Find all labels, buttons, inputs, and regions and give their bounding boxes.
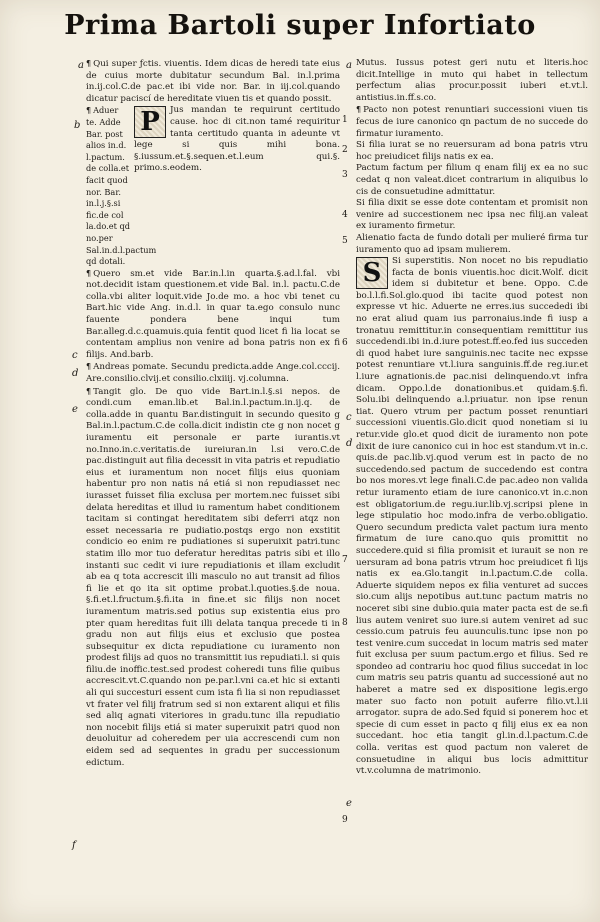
paragraph <box>86 361 340 385</box>
summary-number: 2 <box>342 145 348 155</box>
paragraph-text: Mutus. Iussus potest geri nutu et literis.hoc dicit.Intellige in muto qui habet in tellectum perfectum alias procur.possit iuberi et.vt.l. antistius.in.ff.s.co. <box>356 58 588 103</box>
summary-number: 4 <box>342 210 348 220</box>
paragraph-mark-icon: ¶ <box>86 59 92 68</box>
margin-letter: e <box>346 798 352 809</box>
paragraph-text: Quero sm.et vide Bar.in.l.in quarta.§.ad.l.fal. vbi not.decidit istam questionem.et vide Bal. in.l. pactu.C.de colla.vbi aliter loquit.vide Jo.de mo. a hoc vbi tenet cu Bart.hic vide Ang. in.d.l. in quar ta.ego consulo nunc fauente pondera bene inqui tum Bar.alleg.d.c.quamuis.quia fentit quod licet fi lia locat se contentam amplius non venire ad bona patris non ex fi filijs. And.barb. <box>86 268 340 360</box>
margin-letter: a <box>346 60 352 71</box>
margin-letter: d <box>346 438 353 449</box>
decorated-initial <box>134 106 166 138</box>
paragraph-text: Qui super ƒctis. viuentis. Idem dicas de heredi tate eius de cuius morte dubitatur secundum Bal. in.l.prima in.ij.col.C.de pac.et ibi vide nor. Bar. in iij.col.quando dicatur paciscí de hereditate viuen tis et quando possit. <box>86 59 340 104</box>
running-head-title: Prima Bartoli super Infortiato <box>64 10 536 41</box>
margin-letter: f <box>72 840 76 851</box>
margin-letter: e <box>72 404 78 415</box>
paragraph <box>86 268 340 362</box>
paragraph-text: Jus mandan te requirunt certitudo cause. hoc di cit.non tamé requiritur tanta certitudo quanta in adeunte vt lege si quis mihi bona. §.iussum.et.§.sequen.et.l.eum qui.§. primo.s.eodem. <box>134 105 340 174</box>
initial-letter-icon: P <box>140 107 160 138</box>
paragraph-text: Pacto non potest renuntiari successioni viuen tis fecus de iure canonico qn pactum de no succede do firmatur iuramento. <box>356 105 588 139</box>
paragraph-mark-icon: ¶ <box>86 362 92 372</box>
margin-letter: c <box>72 350 78 361</box>
paragraph-text: Si filia iurat se no reuersuram ad bona patris vtru hoc preiudicet filijs natis ex ea. <box>356 140 588 162</box>
summary-number: 8 <box>342 618 348 628</box>
decorated-initial <box>356 257 388 289</box>
paragraph-text: Si filia dixit se esse dote contentam et promisit non venire ad succestionem nec ipsa nec filij.an valeat ex iuramento firmetur. <box>356 198 588 232</box>
summary-paragraph <box>356 104 588 140</box>
initial-letter-icon: S <box>362 258 382 289</box>
summary-number: 5 <box>342 236 348 246</box>
paragraph <box>86 58 340 105</box>
paragraph-mark-icon: ¶ <box>86 106 92 116</box>
summary-paragraph <box>356 140 588 163</box>
margin-letter: a <box>78 60 84 71</box>
summary-paragraph <box>356 58 588 104</box>
paragraph-text: Alienatio facta de fundo dotali per mulieré firma tur iuramento quo ad ipsam mulierem. <box>356 232 588 255</box>
summary-number: 6 <box>342 338 348 348</box>
margin-letter: c <box>346 412 352 423</box>
margin-letter: d <box>72 368 79 379</box>
summary-number: 3 <box>342 170 348 180</box>
paragraph-text: Andreas pomate. Secundu predicta.adde Ange.col.cccij. Are.consilio.clvij.et consilio.clxiiij. vj.columna. <box>86 362 340 385</box>
side-gloss-text: Aduer te. Adde Bar. post alios in.d. l.pactum. de colla.et facit quod nor. Bar. in.l.j.§.si fic.de col la.do.et qd no.per Sal.in.d.l.pactum qd dotali. <box>86 105 157 267</box>
commentary-block <box>356 256 588 778</box>
right-column <box>356 58 588 908</box>
gloss-block <box>86 105 340 267</box>
paragraph-text: Si superstitis. Non nocet no bis repudiatio facta de bonis viuentis.hoc dicit.Wolf. dicit idem si dubitetur et bene. Oppo. C.de bo.l.l.fi.Sol.glo.quod ibi tacite quod potest non expresse vt hic. Aduerte ne erres.ius succededi ibi no erat aliud quam ius parronaius.inde fi iusp a tronatuu remittitur.in consequentiam remittitur ius succedendi.ibi in.d.iure potest.ff.eo.fed ius succeden di quod habet iure sanguinis.nec tacite nec expsse potest renuntiare vt.l.iura sanguinis.ff.de reg.iur.et l.iure agnationis.de pac.nisi delinquendo.vt infra dicam. Oppo.l.de donationibus.et quidam.§.fi. Solu.ibi delinquendo a.l.priuatur. non ipse renun tiat. Quero vtrum per pactum posset renuntiari successioni viuentis.Glo.dicit quod nonetiam si iu retur.vide glo.et quod dicit de iuramento non pote dixit de iure canonico cui in hoc est standum.vt in.c. quis.de pac.lib.vj.quod verum est in pacto de no succedendo.sed pactum de succedendo est contra bo nos mores.vt lege finali.C.de pac.adeo non valida retur iuramento etiam de iure canonico.vt in.c.non est obligatorium.de regu.iur.lib.vj.scripsi plene in lege stipulatio hoc modo.infra de verbo.obligatio. Quero secundum predicta valet pactum iura mento firmatum de iure cano.quo quis promittit no succedere.quid si filia promisit et iurauit se non re uersuram ad bona patris vtrum hoc preiudicet fi lijs natis ex ea.Glo.tangit in.l.pactum.C.de colla. Aduerte siquidem nepos ex filia venturet ad succes sio.cum alijs nepotibus aut.tunc pactum matris no noceret sibi sine dubio.quia mater pacta est de se.fi lius autem veniret suo iure.si autem veniret ad suc cessio.cum patruis feu auunculis.tunc ipse non po test venire.cum succedat in locum matris sed mater fuit exclusa per suum pactum.ergo et filius. Sed re spondeo ad contrariu hoc quod filius succedat in loc cum matris seu patris quantu ad successioné aut no haberet a matre sed ex dispositione legis.ergo mater suo facto non potuit auferre filio.vt.l.ii arrogator. supra de ado.Sed fquid si ponerem hoc et specie di cum esset in pacto q filij eius ex ea non succedant. hoc etia tangit gl.in.d.l.pactum.C.de colla. veritas est quod pactum non valeret de consuetudine in aliqui bus locis admittitur vt.v.columna de matrimonio. <box>356 256 588 777</box>
summary-paragraph <box>356 163 588 198</box>
side-gloss <box>86 105 157 267</box>
paragraph-mark-icon: ¶ <box>86 386 92 396</box>
summary-number: 7 <box>342 555 348 565</box>
paragraph-text: Pactum factum per filium q enam filij ex ea no suc cedat q non valeat.dicet contrarium in aliquibus lo cis de consuetudine admittatur. <box>356 163 588 197</box>
summary-number: 1 <box>342 115 348 125</box>
margin-letter: b <box>74 120 81 131</box>
paragraph-text: Tangit glo. De quo vide Bart.in.l.§.si nepos. de condi.cum eman.lib.et Bal.in.l.pactum.in.ij.q. de colla.adde in quantu Bar.distinguit in secundo quesito g Bal.in.l.pactum.C.de colla.dicit indistin cte g non nocet g iuramentu eit personale er parte iurantis.vt no.Inno.in.c.veritatis.de iureiuran.in l.si vero.C.de pac.distinguit aut filia decessit in vita patris et repudiatio eius et iuramentum non nocet filijs eius quoniam habentur pro non natis ná etiá si non repudiasset nec iurasset fuisset filia exclusa per mortem.nec fuisset sibi delata hereditas et illud iu ramentum habet conditionem tacitam si contingat hereditatem sibi deferri atqz non esset necessaria re pudiatio.postqs ergo non exstitit condicio eo enim re pudiationes si superuixit patri.tunc statim illo mor tuo deferatur hereditas patris sibi et illo instanti suc cedit vi iure repudiationis et illam excludit ab ea q tota accrescit illi masculo no aut transit ad filios fi lie et qo ita sit optime probat.l.quoties.§.de noua. §.fi.et.l.fructum.§.fi.ita in fine.et sic filijs non nocet iuramentum matris.sed potius sup existentia eius pro pter quam hereditas fuit illi delata tanqua precede ti in gradu non aut filijs eius et exclusio que postea subsequitur ex dicta repudiatione cu iuramento non prodest filijs ad quos no transmittit ius repudiati.l. si quis filiu.de inoffic.test.sed prodest coheredi tuns filie quibus accrescit.vt.C.quando non pe.par.l.vni ca.et hic si extanti ali qui succesturi essent cum ista fi lia si non repudiasset vt frater vel filij fratrum sed si non extarent aliqui et filis sed aliq agnati viteriores in gradu.tunc illa repudiatio non nocebit filijs etiá si mater superuixit patri quod non deuoluitur ad coheredem per uia accrescendi cum non eidem sed ad sequentes in gradu per successionum edictum. <box>86 386 340 768</box>
paragraph-mark-icon: ¶ <box>356 105 362 115</box>
paragraph <box>86 386 340 770</box>
summary-paragraph <box>356 233 588 256</box>
paragraph-mark-icon: ¶ <box>86 268 92 278</box>
summary-paragraph <box>356 198 588 233</box>
left-column <box>86 58 340 908</box>
summary-number: 9 <box>342 815 348 825</box>
